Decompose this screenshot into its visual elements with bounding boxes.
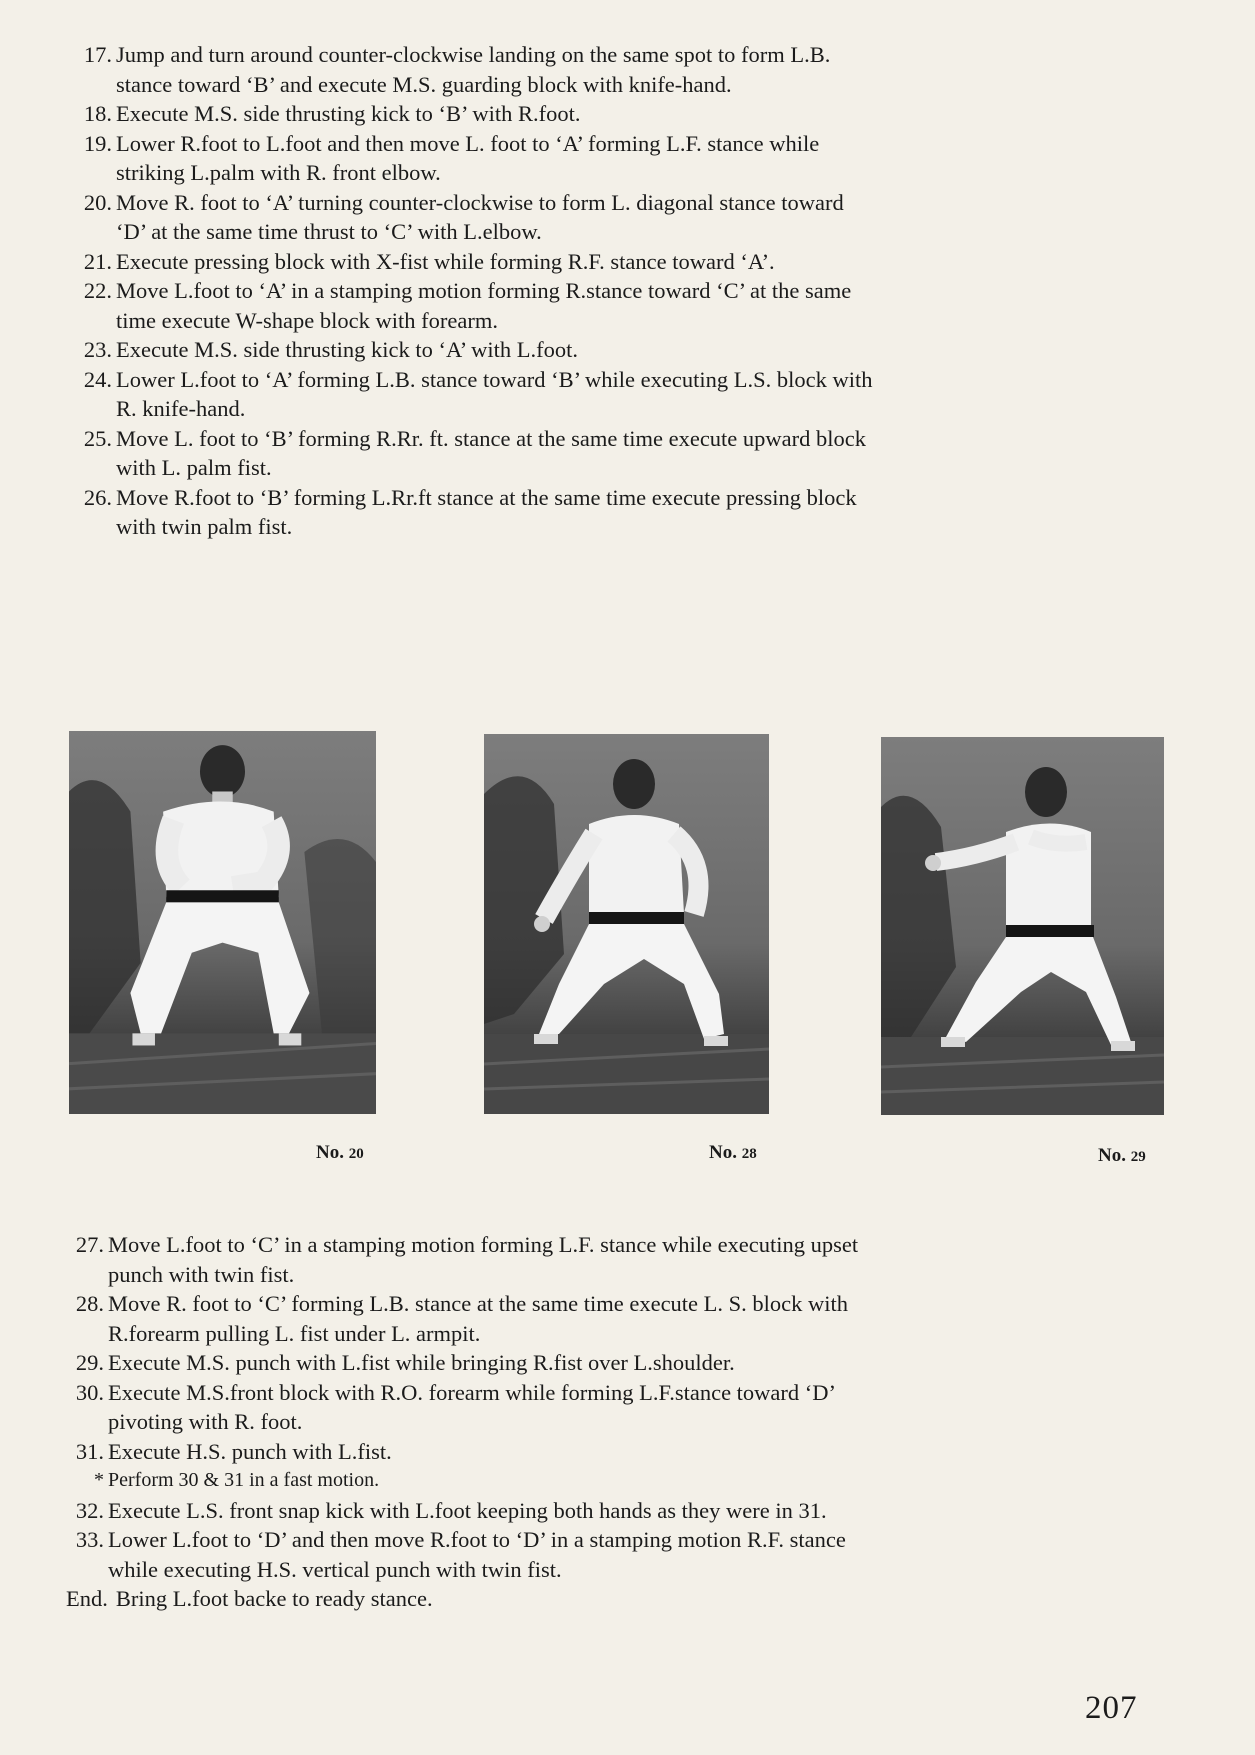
step-text: Move R.foot to ‘B’ forming L.Rr.ft stance at the same time execute pressing block with twin palm fist. <box>116 484 857 539</box>
step-number: 18. <box>83 101 112 126</box>
photo-caption <box>316 1142 364 1164</box>
step-item <box>74 188 874 247</box>
step-item <box>74 247 874 277</box>
step-item <box>66 1496 866 1526</box>
step-number: 21. <box>83 248 112 274</box>
step-text: Execute M.S. side thrusting kick to ‘A’ with L.foot. <box>116 337 579 362</box>
karate-pose-figure <box>484 734 769 1114</box>
step-text: Jump and turn around counter-clockwise landing on the same spot to form L.B. stance toward ‘B’ and execute M.S. guarding block with knife-hand. <box>116 42 831 97</box>
step-text: Execute M.S. side thrusting kick to ‘B’ with R.foot. <box>116 101 581 126</box>
step-text: Move L. foot to ‘B’ forming R.Rr. ft. stance at the same time execute upward block with L. palm fist. <box>116 425 867 480</box>
step-text: Execute pressing block with X-fist while forming R.F. stance toward ‘A’. <box>116 248 775 274</box>
note-text: Perform 30 & 31 in a fast motion. <box>108 1469 380 1491</box>
step-number: 22. <box>83 278 112 303</box>
step-item <box>66 1525 866 1584</box>
step-text: Execute M.S.front block with R.O. forearm while forming L.F.stance toward ‘D’ pivoting with R. foot. <box>108 1379 835 1434</box>
step-number: 33. <box>75 1527 104 1552</box>
step-text: Execute L.S. front snap kick with L.foot keeping both hands as they were in 31. <box>108 1497 827 1523</box>
instruction-list-top <box>74 40 874 542</box>
step-number: 23. <box>83 337 112 362</box>
step-item <box>74 483 874 542</box>
step-item <box>66 1289 866 1348</box>
photo-caption <box>1098 1145 1146 1167</box>
caption-prefix: No. <box>316 1142 344 1163</box>
caption-number: 28 <box>741 1146 757 1162</box>
instruction-list-bottom <box>66 1230 866 1614</box>
step-number: 19. <box>83 130 112 156</box>
step-item <box>66 1437 866 1467</box>
step-number: 24. <box>83 366 112 392</box>
step-number: 27. <box>75 1232 104 1257</box>
step-item <box>66 1348 866 1378</box>
step-number: 31. <box>75 1438 104 1464</box>
step-text: Move R. foot to ‘C’ forming L.B. stance at the same time execute L. S. block with R.forearm pulling L. fist under L. armpit. <box>108 1291 849 1346</box>
step-text: Lower L.foot to ‘D’ and then move R.foot to ‘D’ in a stamping motion R.F. stance while executing H.S. vertical punch with twin fist. <box>108 1527 846 1582</box>
caption-prefix: No. <box>709 1142 737 1163</box>
step-text: Execute H.S. punch with L.fist. <box>108 1438 392 1464</box>
karate-pose-figure <box>69 731 376 1114</box>
step-number: 28. <box>75 1291 104 1316</box>
step-number: 30. <box>75 1379 104 1405</box>
step-item <box>74 99 874 129</box>
photo-no-29 <box>881 737 1164 1115</box>
step-item <box>74 129 874 188</box>
step-item <box>74 276 874 335</box>
step-item <box>74 335 874 365</box>
photo-no-28 <box>484 734 769 1114</box>
photo-caption <box>709 1142 757 1164</box>
page-number: 207 <box>1085 1690 1138 1726</box>
step-item <box>74 40 874 99</box>
end-text: Bring L.foot backe to ready stance. <box>115 1586 433 1611</box>
note-marker: * <box>94 1469 104 1491</box>
step-text: Move L.foot to ‘A’ in a stamping motion forming R.stance toward ‘C’ at the same time execute W-shape block with forearm. <box>116 278 852 333</box>
step-end <box>66 1584 866 1614</box>
step-number: 25. <box>83 425 112 451</box>
step-text: Execute M.S. punch with L.fist while bringing R.fist over L.shoulder. <box>108 1350 735 1375</box>
caption-prefix: No. <box>1098 1145 1126 1166</box>
step-item <box>66 1230 866 1289</box>
step-number: 17. <box>83 42 112 67</box>
step-item <box>66 1378 866 1437</box>
step-text: Move R. foot to ‘A’ turning counter-clockwise to form L. diagonal stance toward ‘D’ at the same time thrust to ‘C’ with L.elbow. <box>116 189 844 244</box>
step-text: Lower R.foot to L.foot and then move L. foot to ‘A’ forming L.F. stance while striking L.palm with R. front elbow. <box>116 130 820 185</box>
step-text: Lower L.foot to ‘A’ forming L.B. stance toward ‘B’ while executing L.S. block with R. knife-hand. <box>116 366 873 421</box>
end-label: End. <box>66 1586 108 1611</box>
step-number: 29. <box>75 1350 104 1375</box>
step-item <box>74 424 874 483</box>
caption-number: 29 <box>1130 1149 1146 1165</box>
step-text: Move L.foot to ‘C’ in a stamping motion forming L.F. stance while executing upset punch with twin fist. <box>108 1232 859 1287</box>
karate-pose-figure <box>881 737 1164 1115</box>
photo-no-20 <box>69 731 376 1114</box>
step-note <box>66 1466 866 1496</box>
step-number: 26. <box>83 484 112 510</box>
caption-number: 20 <box>348 1146 364 1162</box>
step-number: 32. <box>75 1497 104 1523</box>
step-item <box>74 365 874 424</box>
step-number: 20. <box>83 189 112 215</box>
